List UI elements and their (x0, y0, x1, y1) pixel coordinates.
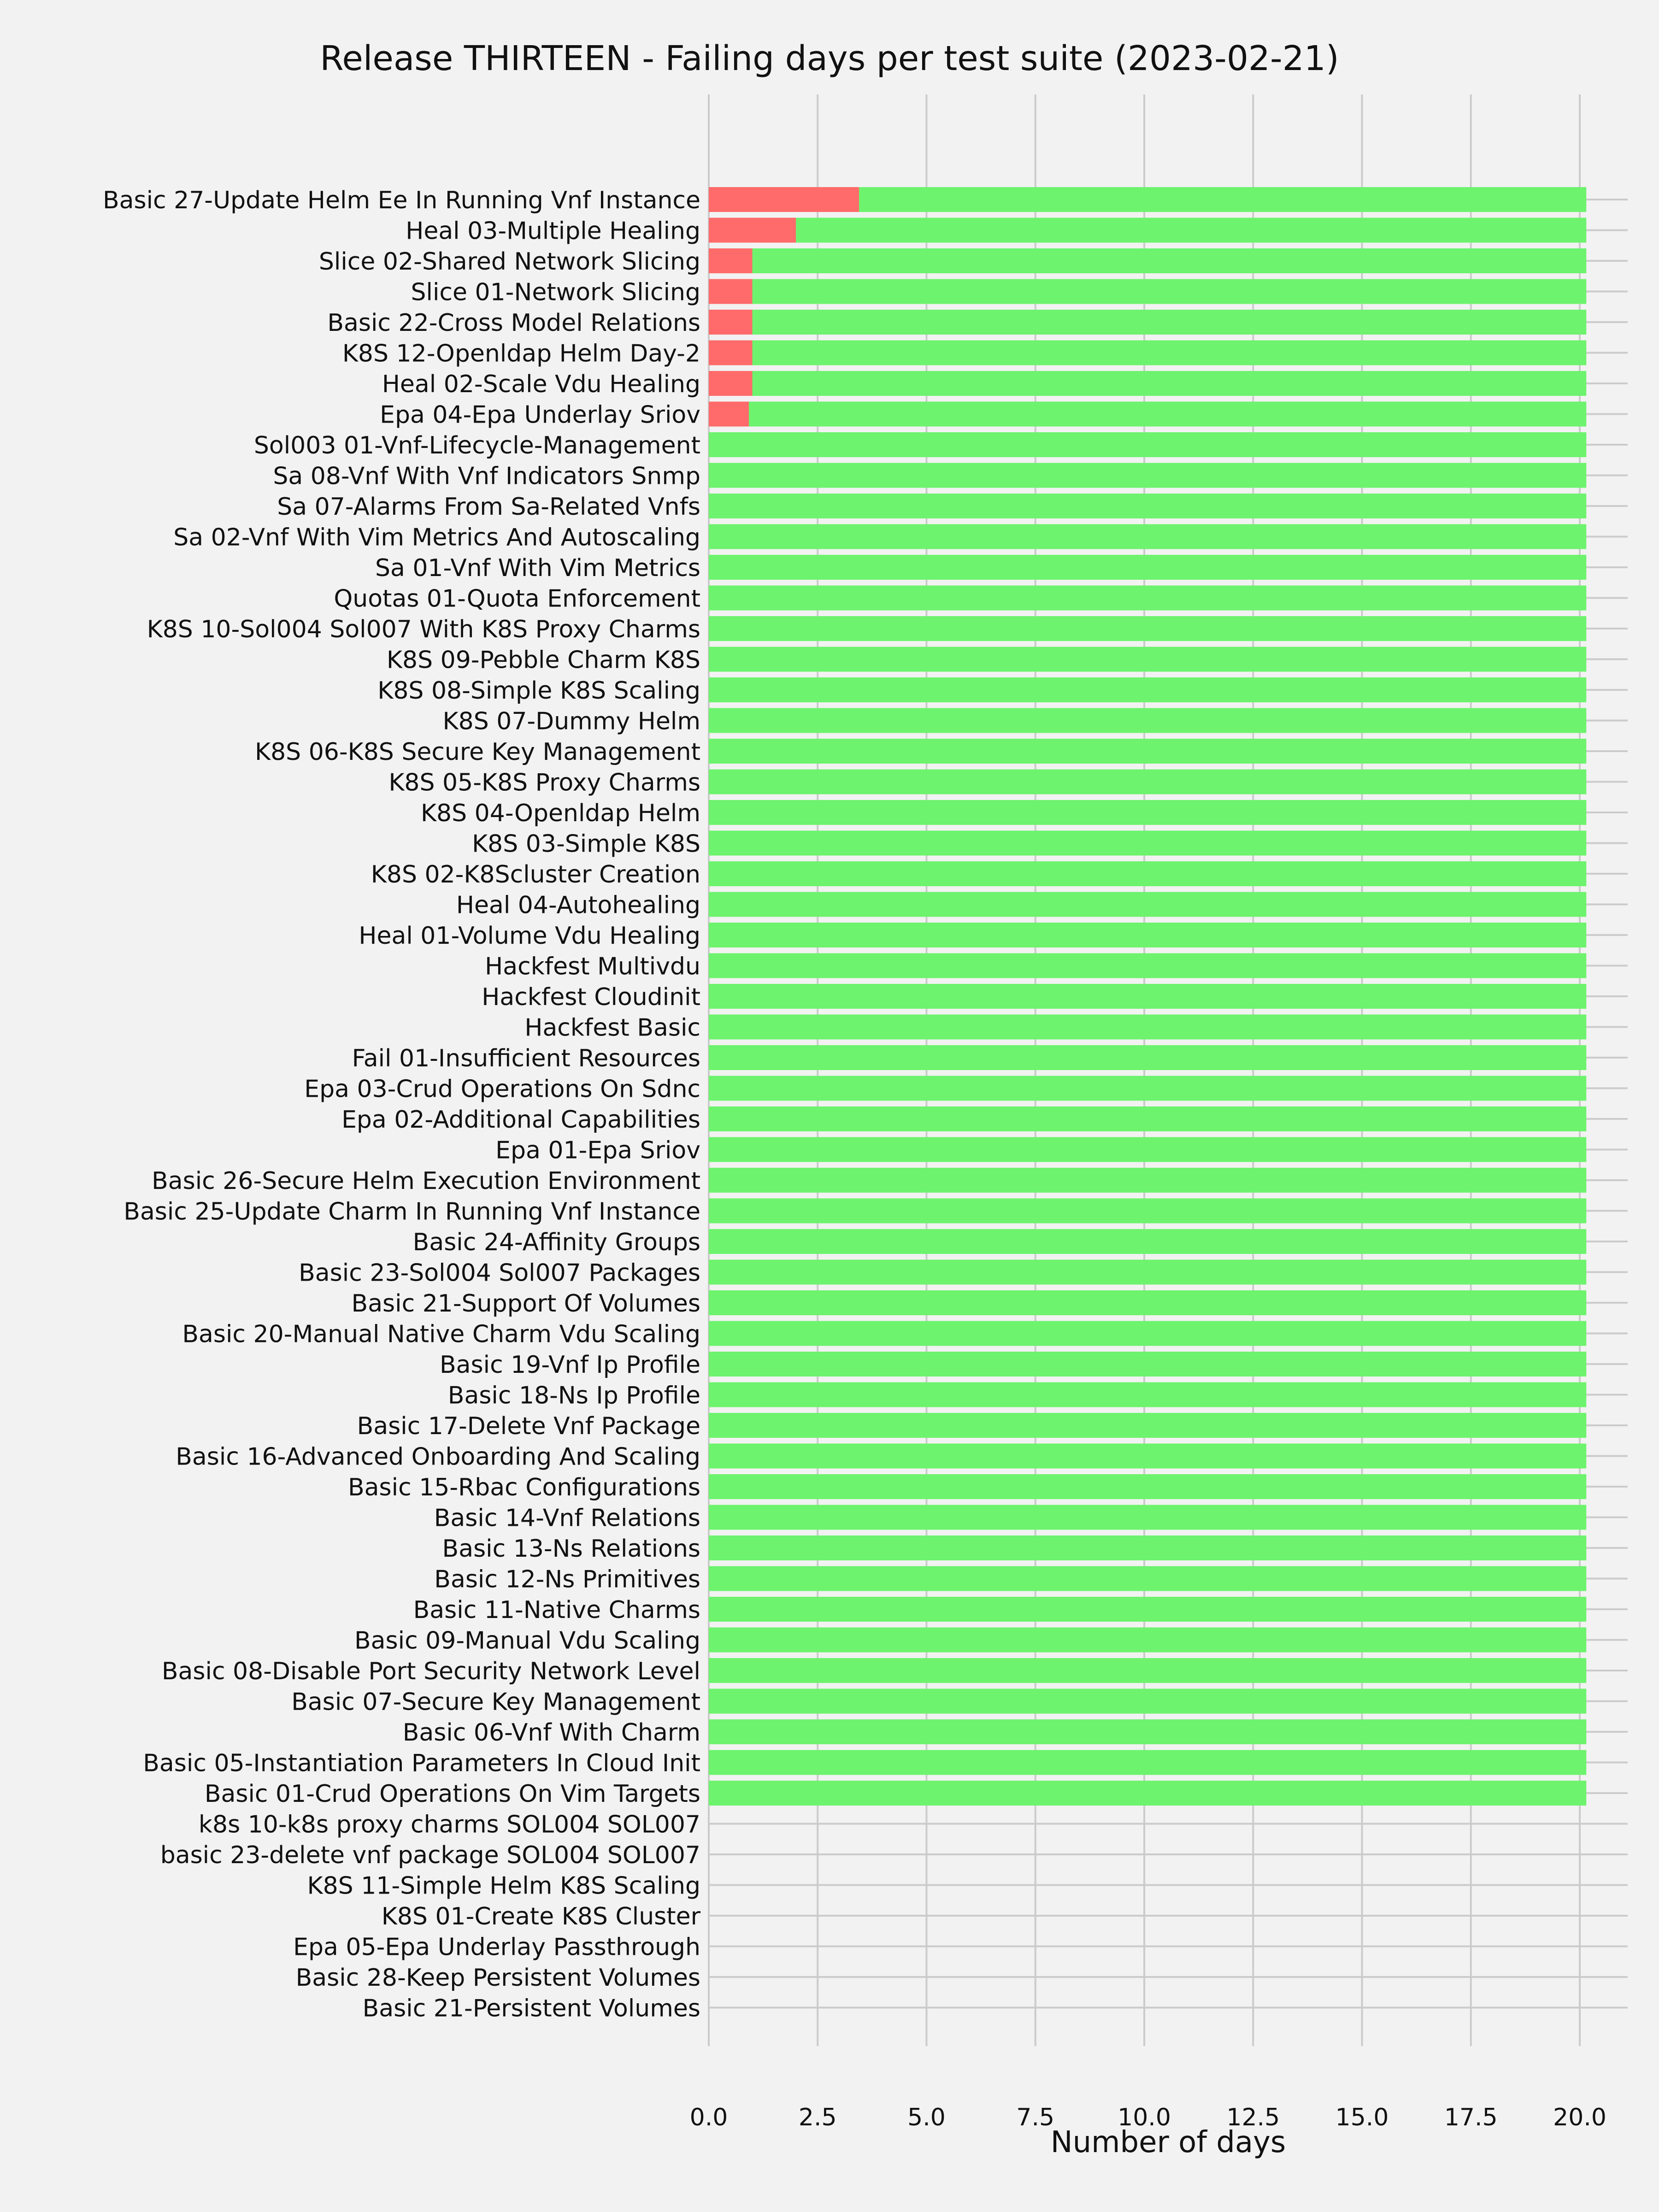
y-tick-label: Basic 11-Native Charms (413, 1596, 700, 1624)
bar-passing-days (709, 1750, 1586, 1775)
y-tick-label: K8S 03-Simple K8S (472, 830, 700, 858)
bar-passing-days (709, 677, 1586, 702)
bar-passing-days (709, 1260, 1586, 1285)
x-tick-label: 2.5 (798, 2104, 837, 2131)
bar-passing-days (709, 586, 1586, 611)
x-tick-label: 5.0 (907, 2104, 946, 2131)
bar-passing-days (709, 1719, 1586, 1744)
bar-passing-days (709, 800, 1586, 825)
y-tick-label: Basic 21-Persistent Volumes (362, 1994, 700, 2023)
chart-title: Release THIRTEEN - Failing days per test suite (2023-02-21) (320, 39, 1339, 78)
y-tick-label: K8S 07-Dummy Helm (442, 707, 700, 735)
y-tick-label: Epa 05-Epa Underlay Passthrough (293, 1933, 700, 1961)
y-tick-label: Quotas 01-Quota Enforcement (334, 585, 700, 613)
bar-passing-days (709, 1168, 1586, 1193)
bar-passing-days (709, 861, 1586, 886)
y-tick-label: Basic 12-Ns Primitives (434, 1565, 700, 1594)
y-tick-label: Basic 01-Crud Operations On Vim Targets (204, 1780, 700, 1808)
bar-passing-days (709, 1781, 1586, 1806)
bar-passing-days (709, 463, 1586, 488)
bar-passing-days (709, 1076, 1586, 1101)
y-tick-label: Basic 18-Ns Ip Profile (447, 1382, 700, 1410)
y-tick-label: K8S 09-Pebble Charm K8S (386, 646, 700, 674)
y-tick-label: Slice 01-Network Slicing (411, 278, 700, 306)
bar-failing-days (709, 341, 753, 365)
y-tick-label: Basic 28-Keep Persistent Volumes (295, 1964, 700, 1992)
bar-passing-days (709, 1382, 1586, 1407)
y-tick-label: Hackfest Basic (524, 1014, 700, 1042)
bar-passing-days (709, 432, 1586, 457)
y-tick-label: Basic 09-Manual Vdu Scaling (354, 1627, 700, 1655)
bar-failing-days (709, 371, 753, 396)
bar-passing-days (753, 279, 1587, 304)
x-tick-label: 20.0 (1553, 2104, 1606, 2131)
bar-passing-days (709, 831, 1586, 856)
bar-passing-days (709, 770, 1586, 794)
y-tick-label: k8s 10-k8s proxy charms SOL004 SOL007 (198, 1811, 700, 1839)
bar-passing-days (709, 1290, 1586, 1315)
y-tick-label: K8S 10-Sol004 Sol007 With K8S Proxy Charms (147, 616, 700, 643)
bar-passing-days (709, 708, 1586, 733)
y-tick-label: Basic 15-Rbac Configurations (348, 1474, 700, 1501)
y-tick-label: Basic 14-Vnf Relations (434, 1504, 700, 1532)
y-tick-label: Sa 08-Vnf With Vnf Indicators Snmp (273, 462, 700, 490)
y-tick-label: Heal 01-Volume Vdu Healing (359, 922, 700, 950)
y-tick-label: K8S 04-Openldap Helm (420, 800, 700, 827)
bar-passing-days (709, 984, 1586, 1009)
y-tick-label: Basic 07-Secure Key Management (291, 1688, 700, 1716)
bar-passing-days (709, 1566, 1586, 1591)
bar-passing-days (859, 187, 1586, 212)
bar-passing-days (709, 892, 1586, 917)
bar-passing-days (709, 923, 1586, 947)
bar-passing-days (753, 371, 1587, 396)
bar-passing-days (709, 1658, 1586, 1683)
y-tick-label: Basic 05-Instantiation Parameters In Cloud Init (143, 1749, 700, 1777)
bar-passing-days (709, 739, 1586, 764)
y-tick-label: Basic 21-Support Of Volumes (351, 1290, 700, 1318)
y-tick-label: Sa 01-Vnf With Vim Metrics (375, 554, 700, 582)
bar-failing-days (709, 310, 753, 335)
bar-passing-days (709, 1199, 1586, 1224)
bar-failing-days (709, 279, 753, 304)
bar-passing-days (709, 524, 1586, 549)
y-tick-label: Basic 22-Cross Model Relations (327, 309, 700, 337)
y-tick-label: K8S 06-K8S Secure Key Management (254, 738, 700, 766)
x-tick-label: 7.5 (1016, 2104, 1055, 2131)
x-tick-label: 12.5 (1226, 2104, 1280, 2131)
y-tick-label: Epa 03-Crud Operations On Sdnc (304, 1075, 700, 1103)
bar-passing-days (709, 1628, 1586, 1653)
bar-passing-days (709, 1505, 1586, 1530)
bar-passing-days (796, 218, 1586, 243)
y-tick-label: Basic 13-Ns Relations (442, 1535, 700, 1563)
bar-passing-days (709, 1535, 1586, 1560)
y-tick-label: Basic 27-Update Helm Ee In Running Vnf Instance (102, 187, 700, 214)
bar-failing-days (709, 248, 753, 273)
y-tick-label: basic 23-delete vnf package SOL004 SOL007 (160, 1841, 700, 1869)
x-tick-label: 15.0 (1335, 2104, 1389, 2131)
y-tick-label: K8S 05-K8S Proxy Charms (388, 769, 700, 797)
bar-passing-days (709, 1106, 1586, 1131)
y-tick-label: Hackfest Multivdu (485, 953, 700, 981)
y-tick-label: K8S 12-Openldap Helm Day-2 (342, 340, 700, 368)
bar-passing-days (753, 310, 1587, 335)
y-tick-label: Epa 02-Additional Capabilities (341, 1106, 700, 1134)
y-tick-label: Fail 01-Insufficient Resources (352, 1045, 700, 1072)
x-tick-label: 10.0 (1118, 2104, 1171, 2131)
y-tick-label: Epa 01-Epa Sriov (495, 1136, 700, 1165)
x-tick-label: 17.5 (1444, 2104, 1498, 2131)
x-axis-label: Number of days (1050, 2125, 1286, 2159)
bar-failing-days (709, 402, 749, 427)
bar-failing-days (709, 187, 859, 212)
bar-passing-days (753, 341, 1587, 365)
y-tick-label: Basic 19-Vnf Ip Profile (439, 1351, 700, 1379)
bar-passing-days (709, 494, 1586, 518)
y-tick-label: K8S 11-Simple Helm K8S Scaling (307, 1872, 700, 1900)
y-tick-label: Sa 02-Vnf With Vim Metrics And Autoscaling (173, 524, 700, 552)
y-tick-label: K8S 02-K8Scluster Creation (371, 861, 700, 888)
bar-failing-days (709, 218, 796, 243)
y-tick-label: Heal 02-Scale Vdu Healing (382, 371, 700, 398)
y-tick-label: Slice 02-Shared Network Slicing (318, 248, 700, 276)
bar-passing-days (709, 1045, 1586, 1070)
bar-passing-days (709, 647, 1586, 672)
y-tick-label: K8S 01-Create K8S Cluster (381, 1903, 700, 1930)
bar-passing-days (753, 248, 1587, 273)
y-tick-label: Basic 08-Disable Port Security Network Level (161, 1658, 700, 1685)
y-tick-label: Basic 24-Affinity Groups (412, 1229, 700, 1256)
bar-passing-days (749, 402, 1586, 427)
bar-passing-days (709, 1015, 1586, 1040)
bar-passing-days (709, 1321, 1586, 1346)
x-tick-label: 0.0 (689, 2104, 728, 2131)
bar-passing-days (709, 1229, 1586, 1254)
bar-passing-days (709, 555, 1586, 580)
y-tick-label: Basic 16-Advanced Onboarding And Scaling (176, 1443, 700, 1471)
y-tick-label: Epa 04-Epa Underlay Sriov (380, 401, 700, 429)
y-tick-label: Basic 26-Secure Helm Execution Environment (152, 1167, 700, 1195)
y-tick-label: Basic 20-Manual Native Charm Vdu Scaling (182, 1320, 700, 1348)
y-tick-label: Basic 17-Delete Vnf Package (357, 1412, 700, 1440)
y-tick-label: Sa 07-Alarms From Sa-Related Vnfs (277, 493, 700, 521)
y-tick-label: Hackfest Cloudinit (482, 983, 700, 1011)
y-tick-label: Heal 03-Multiple Healing (406, 217, 700, 245)
y-tick-label: Basic 06-Vnf With Charm (402, 1719, 700, 1747)
y-tick-label: K8S 08-Simple K8S Scaling (377, 677, 700, 705)
bar-passing-days (709, 1444, 1586, 1469)
y-tick-label: Basic 25-Update Charm In Running Vnf Instance (124, 1198, 700, 1226)
bar-passing-days (709, 1597, 1586, 1622)
bar-passing-days (709, 953, 1586, 978)
y-tick-label: Heal 04-Autohealing (456, 891, 700, 919)
bar-passing-days (709, 616, 1586, 641)
y-tick-label: Basic 23-Sol004 Sol007 Packages (299, 1259, 700, 1287)
bar-passing-days (709, 1413, 1586, 1438)
bar-passing-days (709, 1137, 1586, 1162)
bar-passing-days (709, 1474, 1586, 1499)
bar-passing-days (709, 1352, 1586, 1377)
bar-passing-days (709, 1689, 1586, 1714)
y-tick-label: Sol003 01-Vnf-Lifecycle-Management (253, 432, 700, 459)
